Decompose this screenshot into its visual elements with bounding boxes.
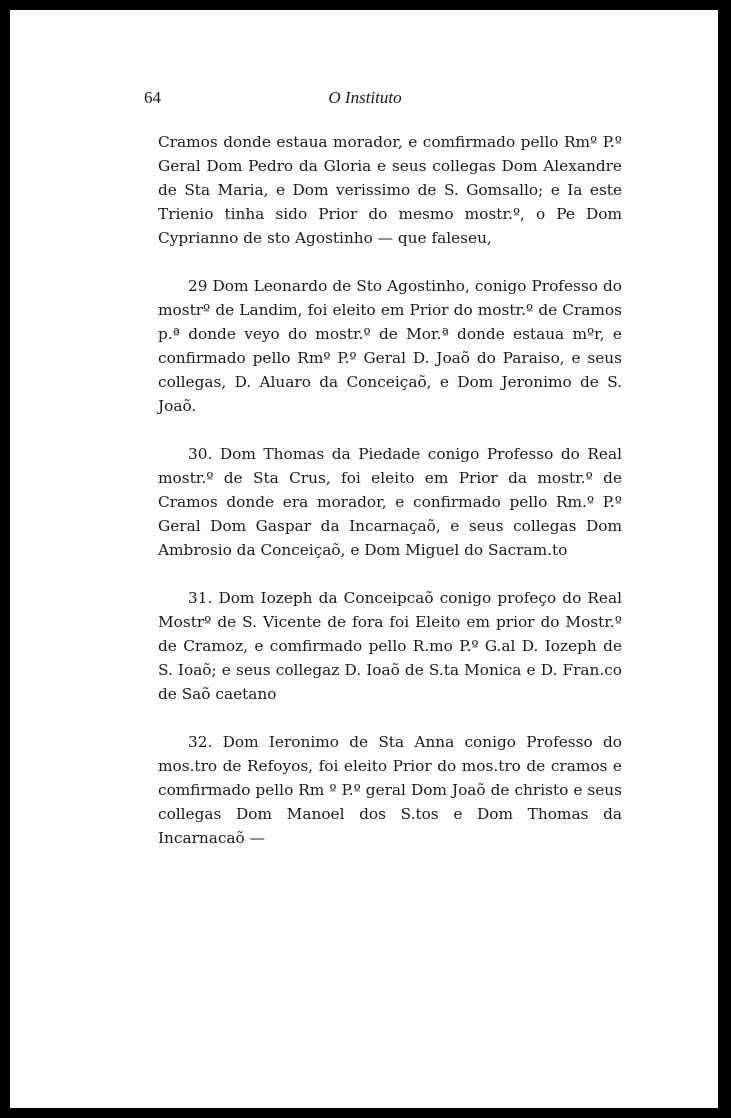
running-title: O Instituto xyxy=(328,88,402,107)
paragraph-entry-31: 31. Dom Iozeph da Conceipcaõ conigo profeço do Real Mostrº de S. Vicente de fora foi Eleito em prior do Mostr.º de Cramoz, e comfirmado pello R.mo P.º G.al D. Iozeph de S. Ioaõ; e seus collegaz D. Ioaõ de S.ta Monica e D. Fran.co de Saõ caetano xyxy=(158,589,622,703)
body-text xyxy=(158,130,622,850)
paragraph-continuation: Cramos donde estaua morador, e comfirmado pello Rmº P.º Geral Dom Pedro da Gloria e seus collegas Dom Alexandre de Sta Maria, e Dom verissimo de S. Gomsallo; e Ia este Trienio tinha sido Prior do mesmo mostr.º, o Pe Dom Cyprianno de sto Agostinho — que faleseu, xyxy=(158,133,622,247)
page-header xyxy=(144,88,586,112)
paragraph-entry-32: 32. Dom Ieronimo de Sta Anna conigo Professo do mos.tro de Refoyos, foi eleito Prior do mos.tro de cramos e comfirmado pello Rm º P.º geral Dom Joaõ de christo e seus collegas Dom Manoel dos S.tos e Dom Thomas da Incarnacaõ — xyxy=(158,733,622,847)
book-page xyxy=(10,10,718,1108)
page-number: 64 xyxy=(144,88,161,107)
paragraph-entry-30: 30. Dom Thomas da Piedade conigo Professo do Real mostr.º de Sta Crus, foi eleito em Prior da mostr.º de Cramos donde era morador, e confirmado pello Rm.º P.º Geral Dom Gaspar da Incarnaçaõ, e seus collegas Dom Ambrosio da Conceiçaõ, e Dom Miguel do Sacram.to xyxy=(158,445,622,559)
paragraph-entry-29: 29 Dom Leonardo de Sto Agostinho, conigo Professo do mostrº de Landim, foi eleito em Prior do mostr.º de Cramos p.ª donde veyo do mostr.º de Mor.ª donde estaua mºr, e confirmado pello Rmº P.º Geral D. Joaõ do Paraiso, e seus collegas, D. Aluaro da Conceiçaõ, e Dom Jeronimo de S. Joaõ. xyxy=(158,277,622,415)
